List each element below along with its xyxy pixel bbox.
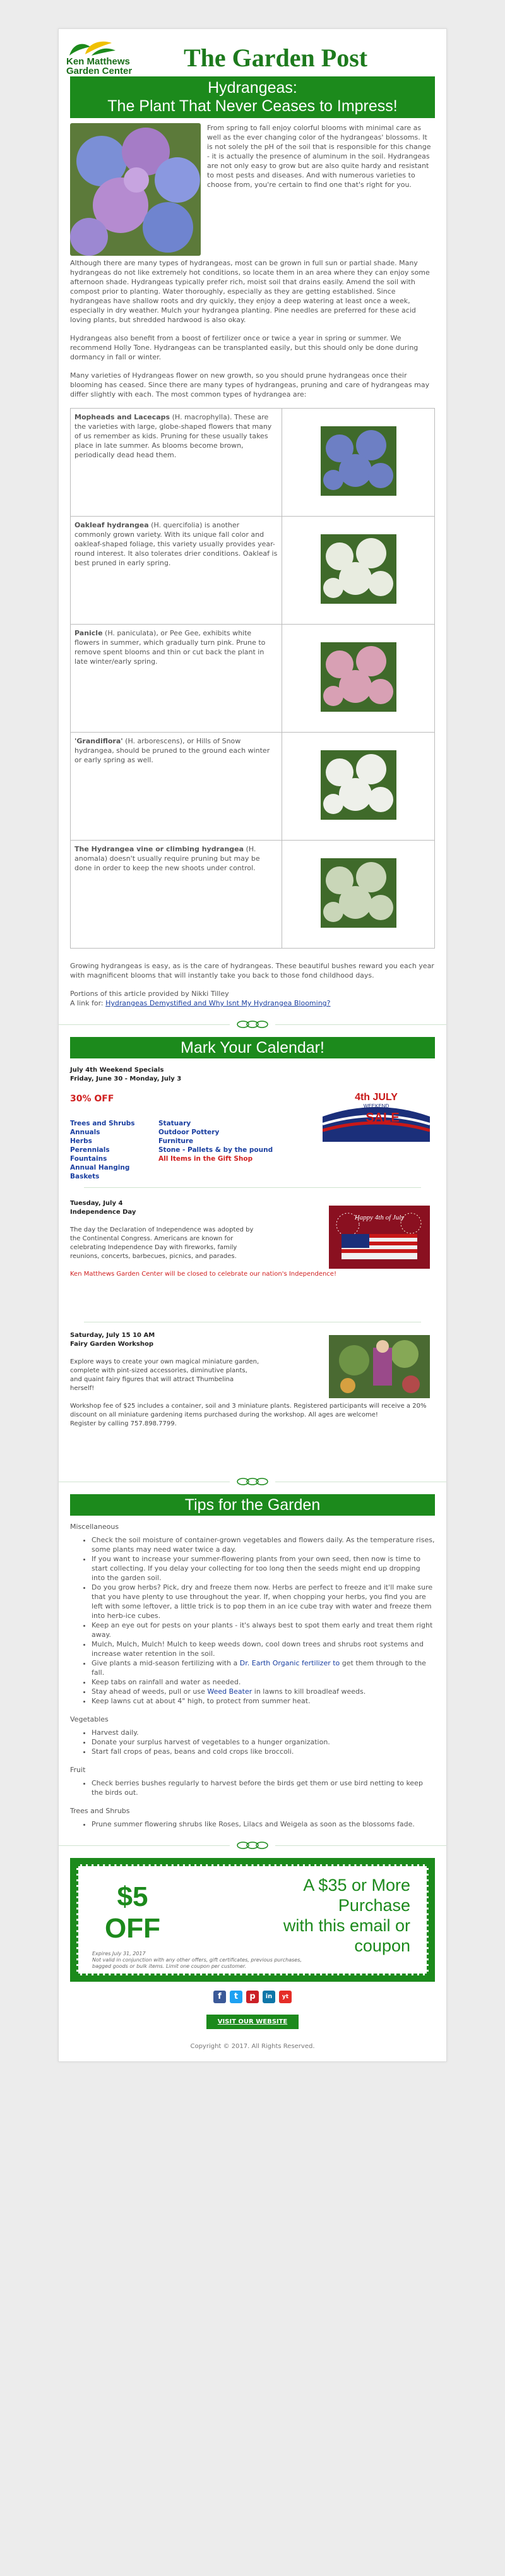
tip-item	[92, 1658, 435, 1677]
fairy-garden-photo	[329, 1335, 430, 1398]
special-item: Herbs	[70, 1137, 92, 1145]
fertilizer-paragraph: Hydrangeas also benefit from a boost of fertilizer once or twice a year in spring or summer. We recommend Holly Tone. Hydrangeas can be transplanted easily, but this should only be done during dormancy in fall or winter.	[70, 334, 419, 361]
card-text: Happy 4th of July	[354, 1214, 405, 1221]
section-divider	[59, 1838, 446, 1853]
twitter-icon[interactable]: t	[230, 1991, 242, 2003]
misc-list	[70, 1535, 435, 1706]
misc-heading: Miscellaneous	[70, 1523, 119, 1531]
variety-photo	[321, 426, 396, 496]
logo-line1: Ken Matthews	[66, 56, 130, 67]
hydrangea-article-link[interactable]: Hydrangeas Demystified and Why Isnt My Hydrangea Blooming?	[105, 999, 331, 1007]
tip-text: in lawns to kill broadleaf weeds.	[252, 1687, 366, 1696]
tip-item: • Prune summer flowering shrubs like Roses, Lilacs and Weigela as soon as the blossoms fade.	[92, 1819, 435, 1829]
tip-text: Stay ahead of weeds, pull or use	[92, 1687, 208, 1696]
event3-details: Workshop fee of $25 includes a container, soil and 3 miniature plants. Registered participants will receive a 20% discount on all miniature gardening items purchased during the workshop. All ages are welcome!	[70, 1403, 427, 1418]
variety-photo-cell	[282, 409, 435, 517]
social-links	[213, 1991, 292, 2003]
coupon-fine1: Not valid in conjunction with any other offers, gift certificates, previous purchases,	[92, 1957, 302, 1963]
intro-paragraph: From spring to fall enjoy colorful blooms with minimal care as well as the ever changing color of the hydrangeas' blossoms. It is not solely the pH of the soil that is responsible for this change - it is actually the presence of aluminum in the soil. Hydrangeas are not only easy to grow but are also quite hardy and resistant to most pests and diseases. And with numerous varieties to choose from, you're certain to find one that's right for you.	[207, 124, 431, 189]
variety-row	[71, 841, 435, 949]
tip-item: • Keep an eye out for pests on your plants - it's always best to spot them early and treat them right away.	[92, 1620, 435, 1639]
facebook-icon[interactable]: f	[213, 1991, 226, 2003]
article-title-line2: The Plant That Never Ceases to Impress!	[107, 97, 398, 115]
ornament-icon	[230, 1838, 275, 1853]
variety-row	[71, 409, 435, 517]
variety-text: another commonly grown variety. With its unique fall color and oakleaf-shaped foliage, this variety usually provides year-round interest. It also tolerates drier conditions. Oakleaf is best pruned in early spring.	[74, 521, 278, 567]
event3-desc: Explore ways to create your own magical miniature garden, complete with pint-sized accessories, diminutive plants, and quaint fairy figures that will attract Thumbelina herself!	[70, 1358, 259, 1392]
variety-photo	[321, 534, 396, 604]
footer	[59, 1982, 446, 2061]
youtube-icon[interactable]: yt	[279, 1991, 292, 2003]
special-item: Stone - Pallets & by the pound	[158, 1146, 273, 1154]
visit-website-button[interactable]: VISIT OUR WEBSITE	[206, 2015, 299, 2029]
special-item: Fountains	[70, 1155, 107, 1163]
fourth-of-july-card	[329, 1206, 430, 1269]
event1-discount: 30% OFF	[70, 1094, 114, 1104]
ornament-icon	[230, 1017, 275, 1032]
tip-item: • Start fall crops of peas, beans and cold crops like broccoli.	[92, 1747, 435, 1756]
link-prefix: A link for:	[70, 999, 104, 1007]
special-item: Furniture	[158, 1137, 194, 1145]
variety-latin: (H. macrophylla).	[170, 413, 232, 421]
variety-name: The Hydrangea vine or climbing hydrangea	[74, 845, 244, 853]
leaf-logo-icon	[66, 38, 117, 57]
sale-big-text: SALE	[365, 1111, 400, 1125]
fruit-heading: Fruit	[70, 1766, 86, 1774]
article-banner	[70, 76, 435, 118]
closing-paragraph: Growing hydrangeas is easy, as is the care of hydrangeas. These beautiful bushes reward you each year with magnificent blooms that will instantly take you back to those fond childhood days.	[70, 962, 434, 979]
fruit-list	[70, 1778, 435, 1797]
variety-description	[71, 517, 282, 625]
coupon-fine2: bagged goods or bulk items. Limit one coupon per customer.	[92, 1963, 247, 1969]
special-item: Outdoor Pottery	[158, 1129, 220, 1136]
logo-line2: Garden Center	[66, 66, 133, 76]
linkedin-icon[interactable]: in	[263, 1991, 275, 2003]
event3-date: Saturday, July 15 10 AM	[70, 1332, 155, 1339]
tip-item: • Check the soil moisture of container-grown vegetables and flowers daily. As the temperature rises, some plants may need water twice a day.	[92, 1535, 435, 1554]
variety-photo-cell	[282, 841, 435, 949]
event1-col2	[158, 1119, 310, 1181]
sale-top-text: 4th JULY	[355, 1092, 398, 1103]
special-item: Annual Hanging Baskets	[70, 1164, 130, 1180]
variety-text: exhibits white flowers in summer, which gradually turn pink. Prune to remove spent blooms and thin or cut back the plant in late winter/early spring.	[74, 629, 266, 666]
tip-text: get them through to the fall.	[92, 1659, 426, 1677]
tip-item: • Keep tabs on rainfall and water as needed.	[92, 1677, 435, 1687]
tips-banner: Tips for the Garden	[70, 1494, 435, 1516]
event1-dates: Friday, June 30 - Monday, July 3	[70, 1075, 182, 1082]
variety-text: These are the varieties with large, globe-shaped flowers that many of us remember as kids. Pruning for these usually takes place in late summer. As blooms become brown, periodically dead head them.	[74, 413, 272, 459]
section-divider	[59, 1474, 446, 1489]
intro-block	[70, 123, 435, 189]
vegetables-list	[70, 1728, 435, 1756]
variety-name: 'Grandiflora'	[74, 737, 123, 745]
variety-latin: (H. anomala)	[74, 845, 256, 863]
special-item: Trees and Shrubs	[70, 1120, 135, 1127]
variety-name: Oakleaf hydrangea	[74, 521, 149, 529]
trees-heading: Trees and Shrubs	[70, 1807, 130, 1815]
coupon-line2: Purchase	[338, 1896, 410, 1915]
event1-title: July 4th Weekend Specials	[70, 1067, 164, 1074]
header	[59, 29, 446, 76]
coupon-off: OFF	[105, 1913, 160, 1944]
event3-register: Register by calling 757.898.7799.	[70, 1420, 177, 1427]
event2-day: Tuesday, July 4	[70, 1200, 123, 1207]
pinterest-icon[interactable]: p	[246, 1991, 259, 2003]
logo-text[interactable]	[66, 57, 132, 76]
coupon-expiry: Expires July 31, 2017	[92, 1951, 146, 1956]
newsletter	[58, 28, 447, 2062]
tip-item: • Donate your surplus harvest of vegetables to a hunger organization.	[92, 1737, 435, 1747]
variety-text: Snow hydrangea, should be pruned to the ground each winter or early spring as well.	[74, 737, 270, 764]
variety-photo	[321, 750, 396, 820]
coupon-line4: coupon	[354, 1936, 410, 1955]
variety-photo	[321, 858, 396, 928]
variety-name: Mopheads and Lacecaps	[74, 413, 170, 421]
article-title-line1: Hydrangeas:	[208, 79, 297, 97]
event-july4-specials	[59, 1066, 446, 1185]
newsletter-title: The Garden Post	[184, 44, 368, 72]
variety-name: Panicle	[74, 629, 103, 637]
tip-item: • Keep lawns cut at about 4" high, to protect from summer heat.	[92, 1696, 435, 1706]
varieties-intro-paragraph: Many varieties of Hydrangeas flower on new growth, so you should prune hydrangeas once their blooming has ceased. Since there are many types of hydrangeas, pruning and care of hydrangeas may differ slightly with each. The most common types of hydrangea are:	[70, 371, 430, 398]
variety-photo	[321, 642, 396, 712]
variety-description	[71, 409, 282, 517]
article-credit: Portions of this article provided by Nikki Tilley	[70, 990, 229, 998]
tip-item: • Do you grow herbs? Pick, dry and freeze them now. Herbs are perfect to freeze and it'll make sure that you have plenty to use throughout the year. If, when chopping your herbs, you find you are left with some leftover, a little trick is to pop them in an ice cube tray with water and freeze them into herb-ice cubes.	[92, 1583, 435, 1620]
care-paragraph: Although there are many types of hydrangeas, most can be grown in full sun or partial shade. Many hydrangeas do not like extremely hot conditions, so locate them in an area where they can enjoy some afternoon shade. Hydrangeas typically prefer rich, moist soil that drains easily. Amend the soil with compost prior to planting. Water thoroughly, especially as they are getting established. Since hydrangeas have shallow roots and dry quickly, they enjoy a deep watering at least once a week, especially in dry weather. Mulch your hydrangea planting. Pine needles are preferred for these acid loving plants, but shredded hardwood is also okay.	[70, 259, 430, 324]
tip-item: • Mulch, Mulch, Mulch! Mulch to keep weeds down, cool down trees and shrubs root systems and increase water retention in the soil.	[92, 1639, 435, 1658]
tip-item	[92, 1687, 435, 1696]
coupon-amount: $5	[117, 1881, 148, 1912]
coupon[interactable]	[70, 1858, 435, 1982]
variety-description	[71, 841, 282, 949]
sale-mid-text: WEEKEND	[363, 1103, 389, 1109]
coupon-line3: with this email or	[283, 1916, 410, 1935]
variety-description	[71, 733, 282, 841]
coupon-inner	[76, 1864, 429, 1975]
variety-photo-cell	[282, 517, 435, 625]
section-divider	[59, 1017, 446, 1032]
event1-col1	[70, 1119, 158, 1181]
july4-sale-graphic	[323, 1085, 430, 1142]
event2-desc: The day the Declaration of Independence was adopted by the Continental Congress. Americans are known for celebrating Independence Day with fireworks, family reunions, concerts, barbecues, picnics, and parades.	[70, 1226, 254, 1260]
tip-link[interactable]: Weed Beater	[207, 1687, 252, 1696]
hydrangea-photo	[70, 123, 201, 256]
tip-item: • Check berries bushes regularly to harvest before the birds get them or use bird netting to keep the birds out.	[92, 1778, 435, 1797]
event-independence-day	[59, 1199, 446, 1319]
variety-photo-cell	[282, 733, 435, 841]
variety-text: doesn't usually require pruning but may be done in order to keep the new shoots under control.	[74, 854, 260, 872]
coupon-line1: A $35 or More	[303, 1876, 410, 1895]
special-item-gift-shop: All Items in the Gift Shop	[158, 1155, 253, 1163]
variety-latin: (H. paniculata), or Pee Gee,	[102, 629, 201, 637]
special-item: Statuary	[158, 1120, 191, 1127]
varieties-table	[70, 408, 435, 949]
special-item: Annuals	[70, 1129, 100, 1136]
variety-row	[71, 517, 435, 625]
variety-latin: (H. quercifolia) is	[148, 521, 210, 529]
ornament-icon	[230, 1474, 275, 1489]
tip-item: • Harvest daily.	[92, 1728, 435, 1737]
vegetables-heading: Vegetables	[70, 1715, 109, 1723]
variety-latin: (H. arborescens), or Hills of	[122, 737, 220, 745]
tip-link[interactable]: Dr. Earth Organic fertilizer to	[239, 1659, 340, 1667]
article-link-line	[70, 998, 435, 1008]
variety-description	[71, 625, 282, 733]
variety-row	[71, 625, 435, 733]
tip-text: Give plants a mid-season fertilizing with a	[92, 1659, 240, 1667]
copyright: Copyright © 2017. All Rights Reserved.	[190, 2043, 315, 2050]
event-separator	[84, 1187, 421, 1188]
event-fairy-garden	[59, 1331, 446, 1469]
variety-row	[71, 733, 435, 841]
trees-list	[70, 1819, 435, 1829]
calendar-banner: Mark Your Calendar!	[70, 1037, 435, 1058]
tip-item: • If you want to increase your summer-flowering plants from your own seed, then now is time to start collecting. If you delay your collecting for too long then the seeds might end up dropping into the garden soil.	[92, 1554, 435, 1583]
event2-name: Independence Day	[70, 1209, 136, 1216]
event2-closed-notice: Ken Matthews Garden Center will be closed to celebrate our nation's Independence!	[70, 1271, 336, 1278]
special-item: Perennials	[70, 1146, 110, 1154]
event3-name: Fairy Garden Workshop	[70, 1341, 154, 1348]
variety-photo-cell	[282, 625, 435, 733]
